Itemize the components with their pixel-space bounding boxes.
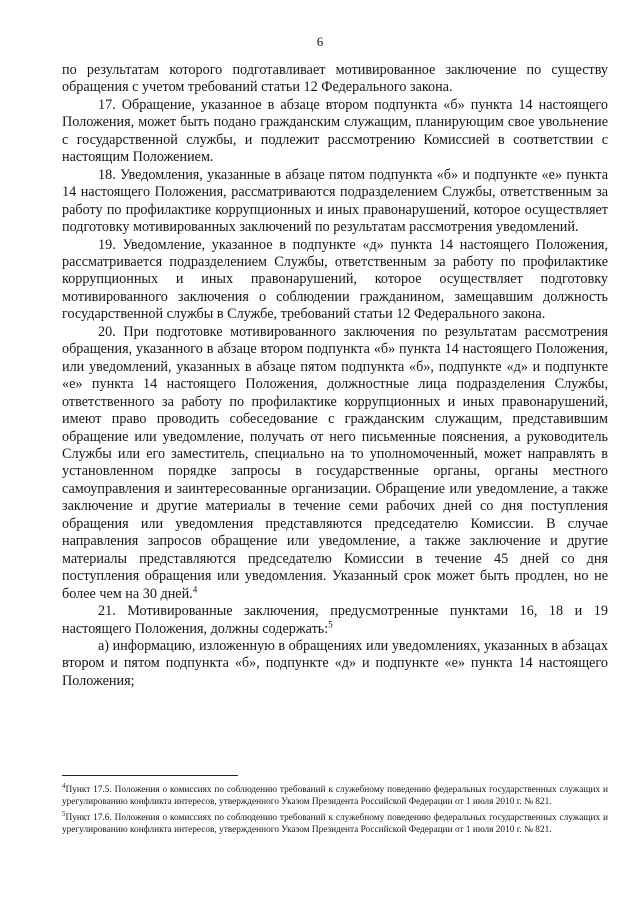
footnote-mark: 5	[62, 810, 66, 819]
paragraph-20: 20. При подготовке мотивированного заключения по результатам рассмотрения обращения, указанного в абзаце втором подпункта «б» пункта 14 настоящего Положения, или уведомлений, указанных в абзаце пятом подпункта «б», подпункте «д» и подпункте «е» пункта 14 настоящего Положения, должностные лица подразделения Службы, ответственного за работу по профилактике коррупционных и иных правонарушений, имеют право проводить собеседование с гражданским служащим, представившим обращение или уведомление, получать от него письменные пояснения, а руководитель Службы или его заместитель, специально на то уполномоченный, может направлять в установленном порядке запросы в государственные органы, органы местного самоуправления и заинтересованные организации. Обращение или уведомление, а также заключение и другие материалы в течение семи рабочих дней со дня поступления обращения или уведомления представляются председателю Комиссии. В случае направления запросов обращение или уведомление, а также заключение и другие материалы представляются председателю Комиссии в течение 45 дней со дня поступления обращения или уведомления. Указанный срок может быть продлен, но не более чем на 30 дней.$^4$	[62, 323, 608, 602]
paragraph-17: 17. Обращение, указанное в абзаце втором подпункта «б» пункта 14 настоящего Положения, может быть подано гражданским служащим, планирующим свое увольнение с государственной службы, и подлежит рассмотрению Комиссией в соответствии с настоящим Положением.	[62, 96, 608, 166]
footnote-mark: 4	[62, 782, 66, 790]
footnote-5: $^5$Пункт 17.6. Положения о комиссиях по соблюдению требований к служебному поведению федеральных государственных служащих и урегулированию конфликта интересов, утвержденного Указом Президента Российской Федерации от 1 июля 2010 г. № 821.	[62, 810, 608, 836]
paragraph-21: 21. Мотивированные заключения, предусмотренные пунктами 16, 18 и 19 настоящего Положения, должны содержать:$^5$	[62, 603, 608, 637]
paragraph-continuation: по результатам которого подготавливает мотивированное заключение по существу обращения с учетом требований статьи 12 Федерального закона.	[62, 62, 608, 96]
paragraph-18: 18. Уведомления, указанные в абзаце пятом подпункта «б» и подпункте «е» пункта 14 настоящего Положения, рассматриваются подразделением Службы, ответственным за работу по профилактике коррупционных и иных правонарушений, которое осуществляет подготовку мотивированных заключений по результатам рассмотрения уведомлений.	[62, 166, 608, 236]
footnote-ref-5[interactable]: 5	[328, 618, 333, 629]
paragraph-21-a: а) информацию, изложенную в обращениях или уведомлениях, указанных в абзацах втором и пятом подпункта «б», подпункте «д» и подпункте «е» пункта 14 настоящего Положения;	[62, 637, 608, 689]
body-text	[62, 62, 608, 690]
footnote-divider	[62, 775, 238, 776]
page-number: 6	[316, 34, 324, 49]
footnote-4: $^4$Пункт 17.5. Положения о комиссиях по соблюдению требований к служебному поведению федеральных государственных служащих и урегулированию конфликта интересов, утвержденного Указом Президента Российской Федерации от 1 июля 2010 г. № 821.	[62, 782, 608, 808]
paragraph-19: 19. Уведомление, указанное в подпункте «д» пункта 14 настоящего Положения, рассматривается подразделением Службы, ответственным за работу по профилактике коррупционных и иных правонарушений, которое осуществляет подготовку мотивированного заключения о соблюдении гражданином, замещавшим должность государственной службы в Службе, требований статьи 12 Федерального закона.	[62, 236, 608, 323]
footnotes	[62, 780, 608, 836]
footnote-ref-4[interactable]: 4	[192, 583, 198, 594]
